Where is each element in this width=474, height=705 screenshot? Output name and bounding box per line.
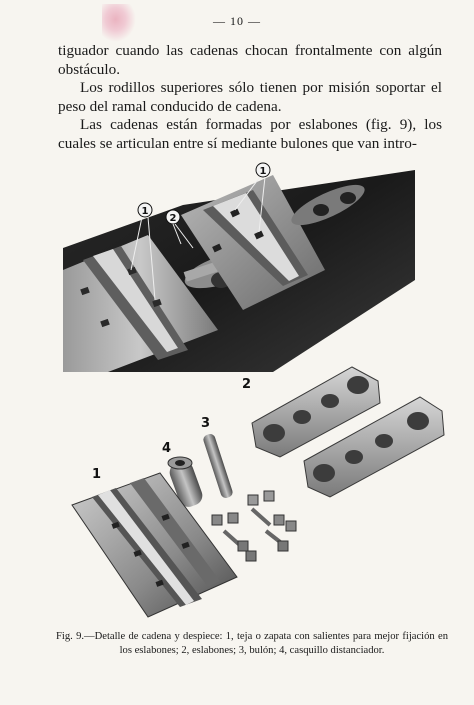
part-number-4: 4	[162, 441, 172, 456]
bolts-and-nuts	[212, 491, 296, 561]
svg-text:1: 1	[259, 166, 267, 177]
assembled-chain-drawing	[63, 160, 415, 372]
part-number-3: 3	[201, 416, 211, 431]
svg-text:2: 2	[169, 213, 177, 224]
part-number-2: 2	[242, 377, 252, 392]
exploded-parts-photo	[52, 355, 448, 623]
page-number: — 10 —	[213, 14, 261, 28]
assembled-chain-photo	[63, 160, 415, 372]
pin-bulon	[202, 433, 234, 499]
exploded-parts-drawing	[52, 355, 448, 623]
paragraph-rodillos: Los rodillos superiores sólo tienen por misión soportar el peso del ramal conducido de cadena.	[58, 79, 442, 115]
part-number-1: 1	[92, 467, 102, 482]
body-text	[58, 42, 442, 154]
figure-caption: Fig. 9.—Detalle de cadena y despiece: 1, teja o zapata con salientes para mejor fijación en los eslabones; 2, eslabones; 3, bulón; 4, casquillo distanciador.	[56, 631, 448, 656]
track-shoe-teja	[72, 473, 237, 617]
paragraph-continuation: tiguador cuando las cadenas chocan frontalmente con algún obstáculo.	[58, 42, 442, 78]
svg-text:1: 1	[141, 206, 149, 217]
paragraph-cadenas: Las cadenas están formadas por eslabones (fig. 9), los cuales se articulan entre sí mediante bulones que van intro-	[58, 116, 442, 152]
